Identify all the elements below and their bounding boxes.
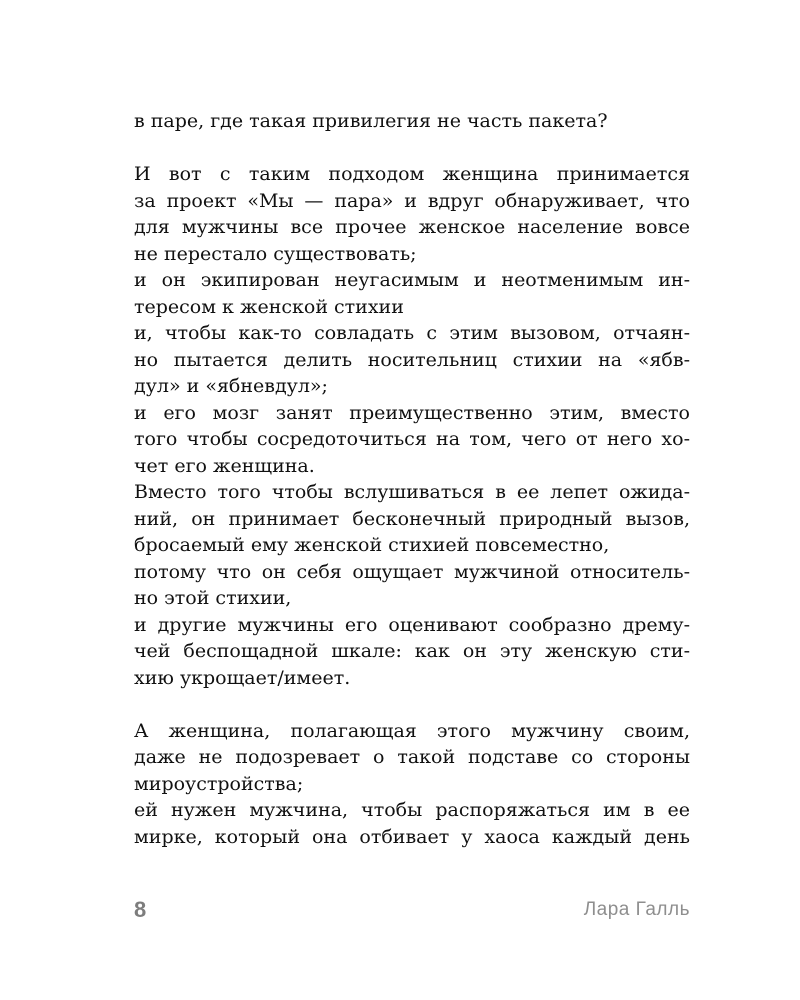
text-line: дул» и «ябневдул»; [134,375,328,397]
text-line: мироустройства; [134,772,304,795]
text-line: в паре, где такая привилегия не часть пакета? [134,110,608,132]
text-line: чет его женщина. [134,454,315,477]
text-line: но этой стихии, [134,587,292,609]
text-line: даже не подозревает о такой подставе со стороны [134,746,690,768]
page-body [134,108,690,850]
paragraph [134,718,690,851]
paragraph-gap [134,691,690,718]
text-line: и его мозг занят преимущественно этим, вместо [134,401,690,424]
text-line: и другие мужчины его оценивают сообразно дрему- [134,613,690,636]
text-line: тересом к женской стихии [134,295,404,318]
text-line: хию укрощает/имеет. [134,666,351,689]
paragraph-gap [134,135,690,162]
text-line: ей нужен мужчина, чтобы распоряжаться им в ее [134,799,690,821]
text-line: мирке, который она отбивает у хаоса каждый день [134,825,690,848]
text-line: за проект «Мы — пара» и вдруг обнаруживает, что [134,189,690,212]
text-line: не перестало существовать; [134,242,417,265]
paragraph [134,108,690,135]
text-line: бросаемый ему женской стихией повсеместно, [134,534,610,556]
text-line: чей беспощадной шкале: как он эту женскую сти- [134,640,690,662]
text-line: но пытается делить носительниц стихии на «ябв- [134,348,690,371]
page-number: 8 [134,897,147,922]
text-line: ний, он принимает бесконечный природный вызов, [134,507,690,530]
author-name: Лара Галль [583,899,690,920]
text-line: И вот с таким подходом женщина принимается [134,163,690,185]
text-line: и, чтобы как-то совладать с этим вызовом, отчаян- [134,322,690,344]
text-line: того чтобы сосредоточиться на том, чего от него хо- [134,428,690,450]
page-footer [134,897,690,927]
text-line: для мужчины все прочее женское население вовсе [134,216,690,238]
text-line: и он экипирован неугасимым и неотменимым ин- [134,269,690,291]
text-line: Вместо того чтобы вслушиваться в ее лепет ожида- [134,481,690,503]
text-line: потому что он себя ощущает мужчиной относитель- [134,560,690,583]
text-line: А женщина, полагающая этого мужчину своим, [134,719,690,742]
paragraph [134,161,690,691]
